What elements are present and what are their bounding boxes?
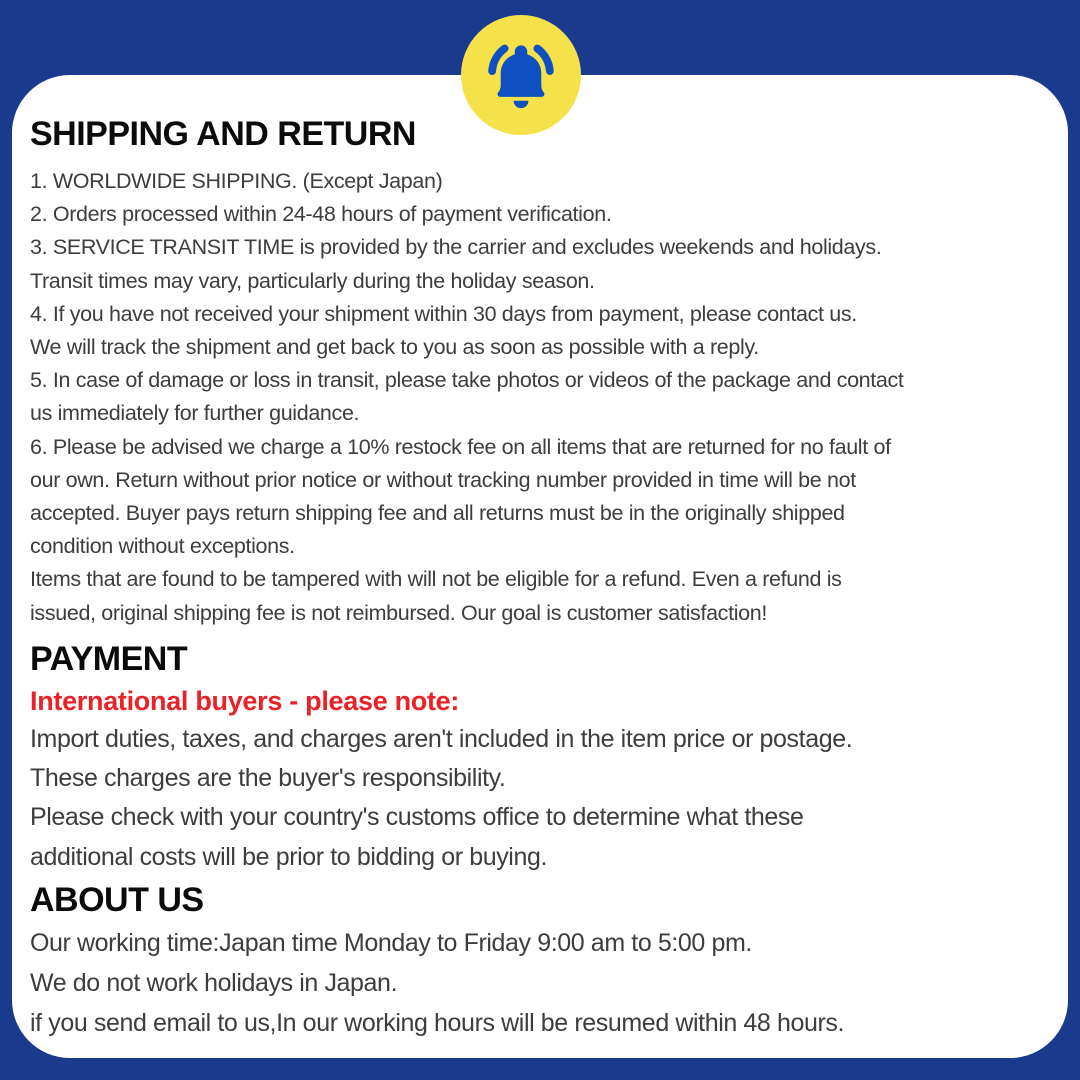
about-line: We do not work holidays in Japan. (30, 969, 398, 998)
shipping-line: our own. Return without prior notice or without tracking number provided in time will be not (30, 467, 856, 492)
shipping-line: 3. SERVICE TRANSIT TIME is provided by the carrier and excludes weekends and holidays. (30, 235, 882, 260)
shipping-line: Transit times may vary, particularly during the holiday season. (30, 268, 595, 293)
about-line: Our working time:Japan time Monday to Friday 9:00 am to 5:00 pm. (30, 929, 752, 958)
section-title-payment: PAYMENT (30, 639, 188, 678)
bell-icon (482, 36, 560, 114)
shipping-line: condition without exceptions. (30, 534, 295, 559)
shipping-line: us immediately for further guidance. (30, 401, 360, 426)
payment-line: additional costs will be prior to bidding or buying. (30, 842, 548, 871)
international-buyers-note: International buyers - please note: (30, 685, 460, 716)
shipping-line: issued, original shipping fee is not reimbursed. Our goal is customer satisfaction! (30, 600, 767, 625)
shipping-policy-text (30, 165, 1048, 630)
about-us-text (30, 923, 1048, 1043)
shipping-line: 1. WORLDWIDE SHIPPING. (Except Japan) (30, 169, 443, 193)
payment-line: Please check with your country's customs office to determine what these (30, 803, 804, 832)
policy-card (12, 75, 1068, 1058)
shipping-line: 2. Orders processed within 24-48 hours of payment verification. (30, 202, 612, 227)
shipping-line: 6. Please be advised we charge a 10% restock fee on all items that are returned for no fault of (30, 434, 891, 459)
section-title-about-us: ABOUT US (30, 881, 204, 920)
payment-line: Import duties, taxes, and charges aren't included in the item price or postage. (30, 724, 853, 753)
notification-badge (461, 15, 581, 135)
shipping-line: We will track the shipment and get back to you as soon as possible with a reply. (30, 335, 759, 360)
shipping-line: 5. In case of damage or loss in transit, please take photos or videos of the package and contact (30, 368, 904, 393)
about-line: if you send email to us,In our working hours will be resumed within 48 hours. (30, 1009, 845, 1038)
payment-line: These charges are the buyer's responsibility. (30, 764, 506, 793)
shipping-line: 4. If you have not received your shipment within 30 days from payment, please contact us. (30, 301, 857, 326)
payment-policy-text (30, 720, 1048, 877)
shipping-line: Items that are found to be tampered with will not be eligible for a refund. Even a refund is (30, 567, 842, 592)
section-title-shipping-and-return: SHIPPING AND RETURN (30, 115, 416, 153)
shipping-line: accepted. Buyer pays return shipping fee and all returns must be in the originally shipped (30, 501, 845, 526)
